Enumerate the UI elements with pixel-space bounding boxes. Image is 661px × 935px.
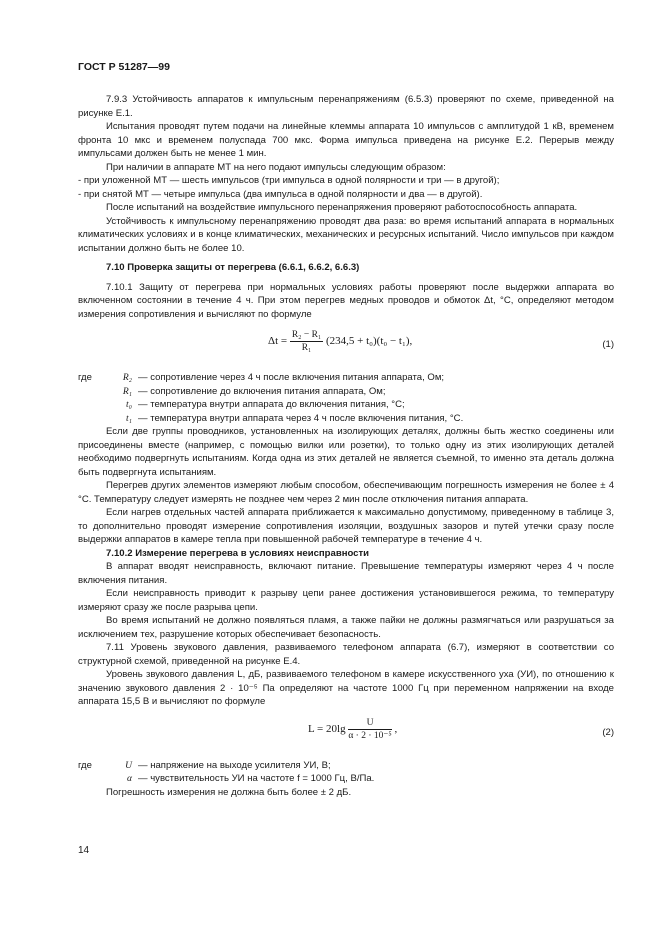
section-heading-7-10-2: 7.10.2 Измерение перегрева в условиях неисправности: [106, 547, 370, 559]
formula-fraction: [348, 717, 391, 742]
paragraph: 7.11 Уровень звукового давления, развиваемого телефоном аппарата (6.7), измеряют в соответствии со структурной схемой, приведенной на рисунке Е.4.: [78, 642, 614, 667]
page-body: [78, 93, 614, 799]
legend-text: — сопротивление до включения питания аппарата, Ом;: [138, 385, 386, 397]
formula-lhs: L = 20lg: [308, 722, 346, 735]
formula-rhs: (234,5 + t₀)(t₀ − t₁),: [326, 335, 413, 348]
legend-symbol: R₁: [122, 385, 132, 397]
formula-2: [78, 715, 614, 753]
paragraph: Погрешность измерения не должна быть более ± 2 дБ.: [106, 786, 352, 798]
legend-text: — температура внутри аппарата через 4 ч после включения питания, °С.: [138, 412, 464, 424]
paragraph: Если неисправность приводит к разрыву цепи ранее достижения установившегося режима, то температуру измеряют сразу же после разрыва цепи.: [78, 588, 614, 613]
legend-text: — сопротивление через 4 ч после включения питания аппарата, Ом;: [138, 372, 445, 383]
formula-numerator: U: [348, 717, 391, 730]
equation-number: (2): [602, 726, 614, 738]
list-item: - при снятой МТ — четыре импульса (два импульса в одной полярности и два — в другой).: [78, 188, 483, 200]
legend-block-2: [78, 759, 614, 786]
paragraph: Если нагрев отдельных частей аппарата приближается к максимально допустимому, приведенному в таблице 3, то дополнительно проводят измерение сопротивления изоляции, воздушных зазоров и путей утечки сразу после выдержки аппаратов в камере тепла при повышенной рабочей температуре в течение 4 ч.: [78, 507, 614, 545]
formula-1: [78, 327, 614, 365]
formula-denominator: R₁: [301, 343, 312, 353]
paragraph: Испытания проводят путем подачи на линейные клеммы аппарата 10 импульсов с амплитудой 1 кВ, временем фронта 10 мкс и временем полуспада 700 мкс. Форма импульса приведена на рисунке Е.2. Перерыв между импульсами должен быть не менее 1 мин.: [78, 121, 614, 159]
paragraph: В аппарат вводят неисправность, включают питание. Превышение температуры измеряют через 4 ч после включения питания.: [78, 561, 614, 586]
section-heading-7-10: 7.10 Проверка защиты от перегрева (6.6.1, 6.6.2, 6.6.3): [106, 262, 360, 273]
where-label: где: [78, 759, 92, 771]
formula-fraction: [290, 329, 323, 354]
equation-number: (1): [602, 339, 614, 350]
legend-symbol: t₁: [126, 412, 132, 424]
legend-symbol: R₂: [122, 372, 132, 383]
page-number: 14: [78, 845, 90, 856]
formula-lhs: Δt =: [268, 335, 288, 348]
legend-text: — чувствительность УИ на частоте f = 1000 Гц, В/Па.: [138, 773, 375, 784]
document-header: ГОСТ Р 51287—99: [78, 61, 170, 73]
paragraph: После испытаний на воздействие импульсного перенапряжения проверяют работоспособность аппарата.: [106, 202, 578, 213]
formula-numerator: R₂ − R₁: [291, 330, 322, 340]
legend-block-1: [78, 371, 614, 425]
formula-denominator: α · 2 · 10⁻⁵: [348, 730, 392, 741]
paragraph: При наличии в аппарате МТ на него подают импульсы следующим образом:: [106, 161, 446, 173]
where-label: где: [78, 372, 92, 383]
paragraph: 7.10.1 Защиту от перегрева при нормальных условиях работы проверяют после выдержки аппарата во включенном состоянии в течение 4 ч. При этом перегрев медных проводов и обмоток Δt, °С, определяют методом измерения сопротивления и вычисляют по формуле: [78, 281, 614, 320]
formula-rhs: ,: [394, 722, 398, 735]
paragraph: Во время испытаний не должно появляться пламя, а также пайки не должны размягчаться или разрушаться за исключением тех, разрушение которых обеспечивает безопасность.: [78, 615, 614, 640]
paragraph: Если две группы проводников, установленных на изолирующих деталях, должны быть жестко соединены или присоединены вместе (например, с помощью вилки или розетки), то только одну из этих изолирующих деталей необходимо подвергнуть испытаниям. Когда одна из этих деталей не является съемной, то именно эта деталь должна быть подвергнута испытаниям.: [78, 426, 614, 478]
legend-text: — температура внутри аппарата до включения питания, °С;: [138, 399, 405, 410]
legend-symbol: U: [125, 759, 132, 771]
paragraph: Перегрев других элементов измеряют любым способом, обеспечивающим погрешность измерения не более ± 4 °С. Температуру следует измерять не позднее чем через 2 мин после отключения питания аппарата.: [78, 480, 614, 505]
list-item: - при уложенной МТ — шесть импульсов (три импульса в одной полярности и три — в другой);: [78, 175, 500, 186]
legend-text: — напряжение на выходе усилителя УИ, В;: [138, 759, 331, 771]
paragraph: Устойчивость к импульсному перенапряжению проводят два раза: во время испытаний аппарата в нормальных климатических условиях и в конце климатических, механических и ресурсных испытаний. Число импульсов при каждом испытании должно быть не более 10.: [78, 215, 614, 254]
legend-symbol: α: [126, 773, 132, 784]
legend-symbol: t₀: [126, 399, 132, 410]
paragraph: Уровень звукового давления L, дБ, развиваемого телефоном в камере искусственного уха (УИ), по отношению к значению звукового давления 2 · 10⁻⁵ Па определяют на частоте 1000 Гц при переменном напряжении на входе аппарата 15,5 В и вычисляют по формуле: [78, 669, 614, 707]
paragraph: 7.9.3 Устойчивость аппаратов к импульсным перенапряжениям (6.5.3) проверяют по схеме, приведенной на рисунке Е.1.: [78, 94, 614, 119]
